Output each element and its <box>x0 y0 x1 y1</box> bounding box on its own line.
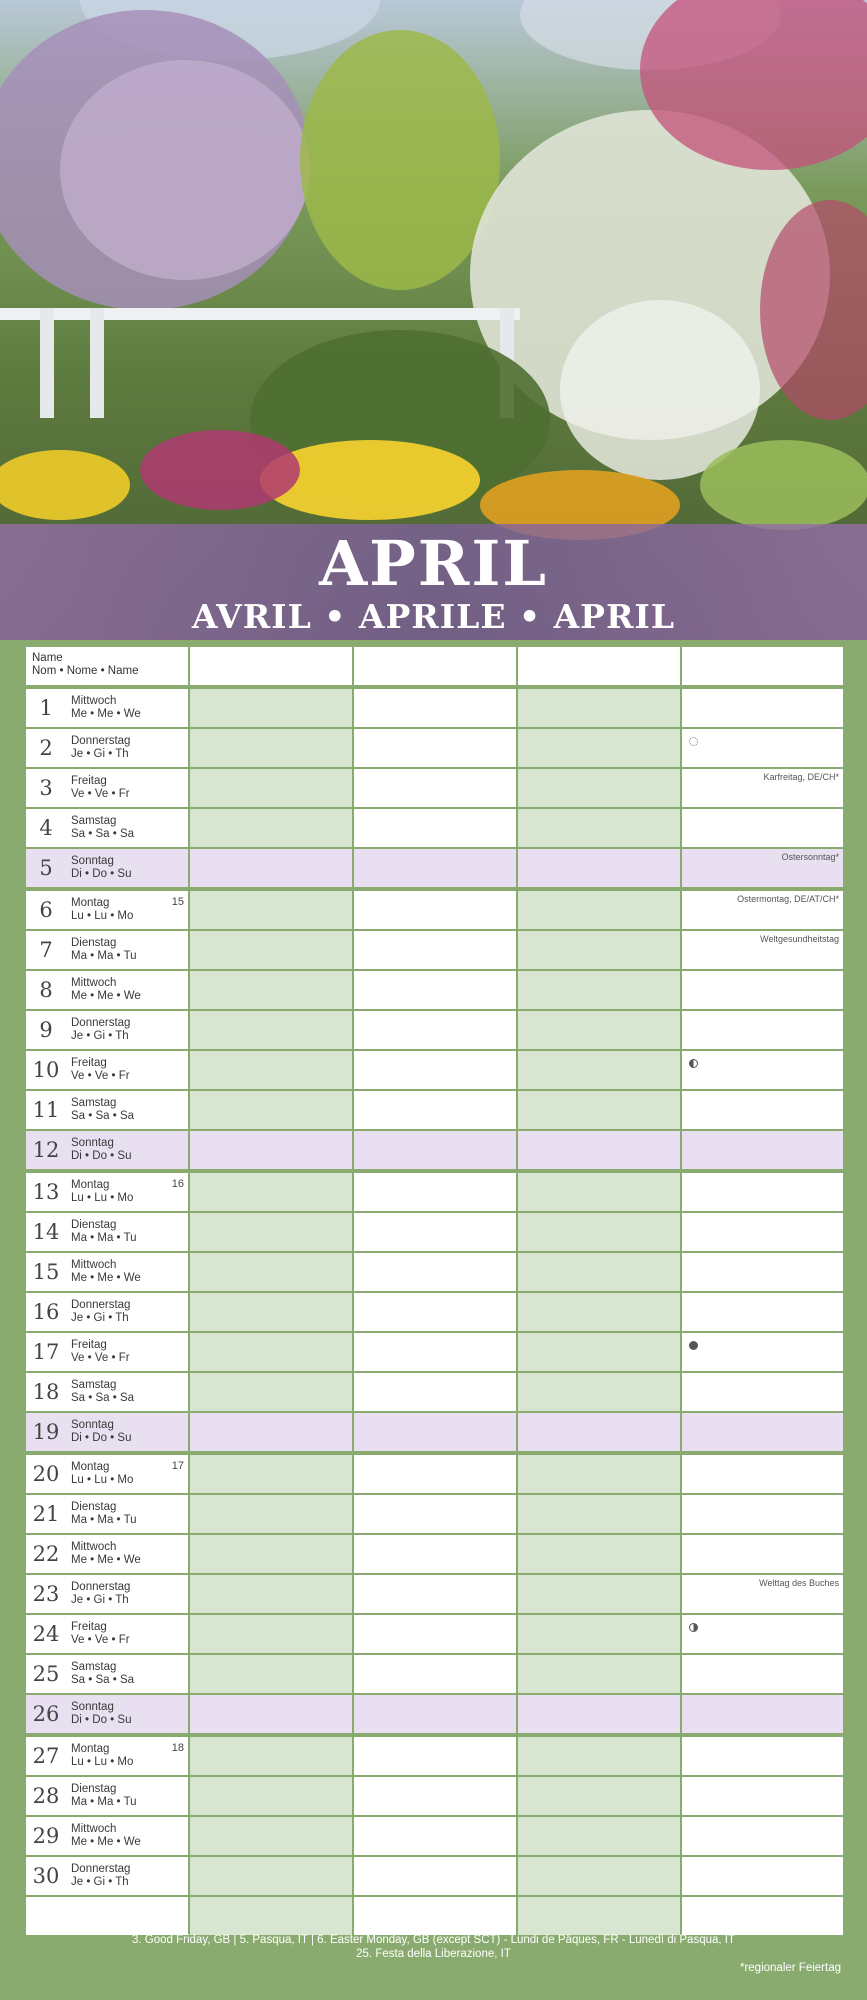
entry-cell-2[interactable] <box>354 1011 516 1049</box>
week-number: 18 <box>171 1742 184 1754</box>
last-moon-icon <box>689 1059 698 1068</box>
entry-cell-4[interactable] <box>682 1535 843 1573</box>
entry-cell-3[interactable] <box>518 1253 680 1291</box>
day-name: Donnerstag Je • Gi • Th <box>71 1863 131 1888</box>
entry-cell-2[interactable] <box>354 1817 516 1855</box>
day-number: 27 <box>32 1744 60 1768</box>
entry-cell-2[interactable] <box>354 1373 516 1411</box>
day-name: Freitag Ve • Ve • Fr <box>71 1339 130 1364</box>
month-title: APRIL <box>319 527 548 600</box>
entry-cell-2[interactable] <box>354 1293 516 1331</box>
entry-cell-1[interactable] <box>190 1695 352 1733</box>
entry-cell-2[interactable] <box>354 849 516 887</box>
day-number: 4 <box>39 816 53 840</box>
entry-cell-3[interactable] <box>518 1737 680 1775</box>
day-number: 21 <box>32 1502 60 1526</box>
entry-cell-1[interactable] <box>190 729 352 767</box>
day-row <box>26 1051 841 1089</box>
regional-holiday-note: *regionaler Feiertag <box>739 1962 841 1974</box>
day-rows <box>26 689 841 1895</box>
day-name: Sonntag Di • Do • Su <box>71 1701 132 1726</box>
entry-cell-2[interactable] <box>354 1413 516 1451</box>
entry-cell-4[interactable] <box>682 1615 843 1653</box>
entry-cell-1[interactable] <box>190 1213 352 1251</box>
day-name: Freitag Ve • Ve • Fr <box>71 775 130 800</box>
entry-cell-1[interactable] <box>190 1373 352 1411</box>
entry-cell-3[interactable] <box>518 1777 680 1815</box>
entry-cell-2[interactable] <box>354 1655 516 1693</box>
entry-cell-4[interactable] <box>682 1777 843 1815</box>
entry-cell-3[interactable] <box>518 1011 680 1049</box>
entry-cell-4[interactable] <box>682 1655 843 1693</box>
day-row <box>26 931 841 969</box>
entry-cell-1[interactable] <box>190 1817 352 1855</box>
day-label-cell <box>26 1213 188 1251</box>
footnote-line-1: 3. Good Friday, GB | 5. Pasqua, IT | 6. Easter Monday, GB (except SCT) - Lundi de Pâques, FR - Lunedì di Pasqua, IT <box>132 1934 735 1946</box>
day-row <box>26 1011 841 1049</box>
entry-cell-1[interactable] <box>190 1575 352 1613</box>
day-row <box>26 1413 841 1451</box>
day-label-cell <box>26 1333 188 1371</box>
entry-cell-3[interactable] <box>518 1535 680 1573</box>
entry-cell-3[interactable] <box>518 891 680 929</box>
entry-cell-1[interactable] <box>190 769 352 807</box>
entry-cell-2[interactable] <box>354 1777 516 1815</box>
entry-cell-1[interactable] <box>190 1655 352 1693</box>
entry-cell-3[interactable] <box>518 1131 680 1169</box>
empty-cell <box>190 1897 352 1935</box>
holiday-note: Karfreitag, DE/CH* <box>763 772 839 782</box>
footnote-line-2: 25. Festa della Liberazione, IT <box>356 1948 511 1960</box>
day-number: 12 <box>32 1138 60 1162</box>
day-label-cell <box>26 1373 188 1411</box>
entry-cell-2[interactable] <box>354 1051 516 1089</box>
day-label-cell <box>26 1051 188 1089</box>
entry-cell-2[interactable] <box>354 891 516 929</box>
entry-cell-1[interactable] <box>190 1413 352 1451</box>
entry-cell-4[interactable] <box>682 1131 843 1169</box>
entry-cell-4[interactable] <box>682 1455 843 1493</box>
entry-cell-1[interactable] <box>190 1173 352 1211</box>
day-number: 17 <box>32 1340 60 1364</box>
entry-cell-3[interactable] <box>518 1817 680 1855</box>
entry-cell-2[interactable] <box>354 1857 516 1895</box>
entry-cell-3[interactable] <box>518 1293 680 1331</box>
entry-cell-2[interactable] <box>354 1615 516 1653</box>
day-label-cell <box>26 809 188 847</box>
day-row <box>26 1333 841 1371</box>
day-name: Freitag Ve • Ve • Fr <box>71 1057 130 1082</box>
entry-cell-2[interactable] <box>354 809 516 847</box>
entry-cell-2[interactable] <box>354 1455 516 1493</box>
day-row <box>26 1293 841 1331</box>
entry-cell-4[interactable] <box>682 1817 843 1855</box>
day-number: 11 <box>32 1098 60 1122</box>
day-number: 25 <box>32 1662 60 1686</box>
holiday-footnote <box>0 1933 867 1961</box>
day-row <box>26 971 841 1009</box>
entry-cell-4[interactable] <box>682 1695 843 1733</box>
entry-cell-4[interactable] <box>682 931 843 969</box>
header-photo <box>0 0 867 640</box>
entry-cell-1[interactable] <box>190 1333 352 1371</box>
day-name: Mittwoch Me • Me • We <box>71 977 141 1002</box>
entry-cell-4[interactable] <box>682 1373 843 1411</box>
day-row <box>26 729 841 767</box>
day-name: Montag Lu • Lu • Mo <box>71 1461 134 1486</box>
holiday-note: Welttag des Buches <box>759 1578 839 1588</box>
entry-cell-3[interactable] <box>518 1455 680 1493</box>
day-label-cell <box>26 769 188 807</box>
empty-cell <box>682 1897 843 1935</box>
entry-cell-3[interactable] <box>518 1051 680 1089</box>
day-label-cell <box>26 1011 188 1049</box>
day-number: 1 <box>39 696 53 720</box>
entry-cell-1[interactable] <box>190 1011 352 1049</box>
entry-cell-4[interactable] <box>682 1413 843 1451</box>
entry-cell-3[interactable] <box>518 1857 680 1895</box>
entry-cell-3[interactable] <box>518 729 680 767</box>
entry-cell-4[interactable] <box>682 1213 843 1251</box>
entry-cell-2[interactable] <box>354 1535 516 1573</box>
entry-cell-1[interactable] <box>190 809 352 847</box>
name-field-4[interactable] <box>682 647 843 685</box>
day-label-cell <box>26 1817 188 1855</box>
entry-cell-1[interactable] <box>190 1495 352 1533</box>
entry-cell-4[interactable] <box>682 769 843 807</box>
week-number: 15 <box>171 896 184 908</box>
entry-cell-3[interactable] <box>518 1333 680 1371</box>
day-label-cell <box>26 1777 188 1815</box>
entry-cell-4[interactable] <box>682 971 843 1009</box>
day-row <box>26 1535 841 1573</box>
day-number: 13 <box>32 1180 60 1204</box>
entry-cell-4[interactable] <box>682 1293 843 1331</box>
day-row <box>26 1817 841 1855</box>
day-name: Mittwoch Me • Me • We <box>71 1541 141 1566</box>
empty-cell <box>26 1897 188 1935</box>
entry-cell-3[interactable] <box>518 689 680 727</box>
entry-cell-4[interactable] <box>682 1051 843 1089</box>
day-number: 6 <box>39 898 53 922</box>
day-number: 10 <box>32 1058 60 1082</box>
day-name: Dienstag Ma • Ma • Tu <box>71 937 137 962</box>
entry-cell-4[interactable] <box>682 1333 843 1371</box>
day-number: 14 <box>32 1220 60 1244</box>
entry-cell-1[interactable] <box>190 931 352 969</box>
day-label-cell <box>26 1857 188 1895</box>
day-number: 29 <box>32 1824 60 1848</box>
day-number: 8 <box>39 978 53 1002</box>
day-name: Donnerstag Je • Gi • Th <box>71 735 131 760</box>
day-name: Dienstag Ma • Ma • Tu <box>71 1501 137 1526</box>
day-name: Mittwoch Me • Me • We <box>71 1823 141 1848</box>
entry-cell-1[interactable] <box>190 1535 352 1573</box>
name-field-2[interactable] <box>354 647 516 685</box>
day-number: 5 <box>39 856 53 880</box>
entry-cell-1[interactable] <box>190 689 352 727</box>
day-name: Samstag Sa • Sa • Sa <box>71 1097 135 1122</box>
day-row <box>26 1777 841 1815</box>
entry-cell-2[interactable] <box>354 769 516 807</box>
entry-cell-3[interactable] <box>518 1495 680 1533</box>
entry-cell-1[interactable] <box>190 849 352 887</box>
day-label-cell <box>26 689 188 727</box>
month-subtitle: AVRIL • APRILE • APRIL <box>191 597 676 636</box>
entry-cell-1[interactable] <box>190 1857 352 1895</box>
entry-cell-4[interactable] <box>682 1011 843 1049</box>
entry-cell-3[interactable] <box>518 931 680 969</box>
entry-cell-3[interactable] <box>518 971 680 1009</box>
empty-row <box>26 1897 841 1935</box>
day-row <box>26 891 841 929</box>
day-row <box>26 1173 841 1211</box>
day-row <box>26 1253 841 1291</box>
day-row <box>26 1575 841 1613</box>
day-label-cell <box>26 1253 188 1291</box>
day-name: Donnerstag Je • Gi • Th <box>71 1017 131 1042</box>
day-label-cell <box>26 1131 188 1169</box>
day-label-cell <box>26 1535 188 1573</box>
day-label-cell <box>26 891 188 929</box>
entry-cell-1[interactable] <box>190 1777 352 1815</box>
entry-cell-4[interactable] <box>682 1091 843 1129</box>
day-name: Freitag Ve • Ve • Fr <box>71 1621 130 1646</box>
day-number: 20 <box>32 1462 60 1486</box>
day-row <box>26 809 841 847</box>
day-name: Montag Lu • Lu • Mo <box>71 1743 134 1768</box>
day-name: Donnerstag Je • Gi • Th <box>71 1581 131 1606</box>
calendar-grid <box>26 647 841 1937</box>
day-name: Samstag Sa • Sa • Sa <box>71 815 135 840</box>
day-label-cell <box>26 1575 188 1613</box>
entry-cell-4[interactable] <box>682 849 843 887</box>
new-moon-icon <box>689 1341 698 1350</box>
day-name: Sonntag Di • Do • Su <box>71 1419 132 1444</box>
entry-cell-1[interactable] <box>190 891 352 929</box>
entry-cell-3[interactable] <box>518 1213 680 1251</box>
week-number: 17 <box>171 1460 184 1472</box>
day-number: 15 <box>32 1260 60 1284</box>
entry-cell-4[interactable] <box>682 1253 843 1291</box>
entry-cell-3[interactable] <box>518 1575 680 1613</box>
name-header-row <box>26 647 841 685</box>
entry-cell-3[interactable] <box>518 1615 680 1653</box>
entry-cell-2[interactable] <box>354 1213 516 1251</box>
entry-cell-3[interactable] <box>518 809 680 847</box>
day-label-cell <box>26 1413 188 1451</box>
entry-cell-2[interactable] <box>354 971 516 1009</box>
entry-cell-3[interactable] <box>518 1173 680 1211</box>
entry-cell-4[interactable] <box>682 1173 843 1211</box>
day-name: Montag Lu • Lu • Mo <box>71 1179 134 1204</box>
entry-cell-1[interactable] <box>190 1615 352 1653</box>
day-name: Mittwoch Me • Me • We <box>71 695 141 720</box>
day-row <box>26 1737 841 1775</box>
day-label-cell <box>26 1615 188 1653</box>
day-number: 22 <box>32 1542 60 1566</box>
day-row <box>26 1091 841 1129</box>
day-row <box>26 689 841 727</box>
entry-cell-1[interactable] <box>190 1455 352 1493</box>
entry-cell-2[interactable] <box>354 1333 516 1371</box>
entry-cell-3[interactable] <box>518 1413 680 1451</box>
entry-cell-3[interactable] <box>518 1655 680 1693</box>
day-number: 18 <box>32 1380 60 1404</box>
day-number: 9 <box>39 1018 53 1042</box>
entry-cell-1[interactable] <box>190 1091 352 1129</box>
holiday-note: Weltgesundheitstag <box>760 934 839 944</box>
entry-cell-4[interactable] <box>682 1857 843 1895</box>
entry-cell-2[interactable] <box>354 729 516 767</box>
entry-cell-2[interactable] <box>354 1495 516 1533</box>
day-label-cell <box>26 1695 188 1733</box>
day-label-cell <box>26 849 188 887</box>
entry-cell-2[interactable] <box>354 1253 516 1291</box>
entry-cell-2[interactable] <box>354 1575 516 1613</box>
holiday-note: Ostermontag, DE/AT/CH* <box>737 894 839 904</box>
entry-cell-4[interactable] <box>682 809 843 847</box>
name-label-cell <box>26 647 188 685</box>
day-row <box>26 1131 841 1169</box>
day-number: 16 <box>32 1300 60 1324</box>
day-number: 23 <box>32 1582 60 1606</box>
first-moon-icon <box>689 1623 698 1632</box>
day-row <box>26 1455 841 1493</box>
day-row <box>26 849 841 887</box>
day-label-cell <box>26 1293 188 1331</box>
entry-cell-3[interactable] <box>518 1695 680 1733</box>
day-label-cell <box>26 1173 188 1211</box>
day-row <box>26 1695 841 1733</box>
full-moon-icon <box>689 737 698 746</box>
entry-cell-1[interactable] <box>190 971 352 1009</box>
day-name: Mittwoch Me • Me • We <box>71 1259 141 1284</box>
entry-cell-1[interactable] <box>190 1737 352 1775</box>
day-number: 2 <box>39 736 53 760</box>
day-row <box>26 1655 841 1693</box>
day-row <box>26 1373 841 1411</box>
day-number: 28 <box>32 1784 60 1808</box>
entry-cell-3[interactable] <box>518 849 680 887</box>
entry-cell-1[interactable] <box>190 1253 352 1291</box>
day-label-cell <box>26 1655 188 1693</box>
entry-cell-4[interactable] <box>682 1495 843 1533</box>
entry-cell-1[interactable] <box>190 1131 352 1169</box>
day-name: Samstag Sa • Sa • Sa <box>71 1661 135 1686</box>
entry-cell-4[interactable] <box>682 1575 843 1613</box>
day-name: Sonntag Di • Do • Su <box>71 855 132 880</box>
day-number: 24 <box>32 1622 60 1646</box>
name-label: Name Nom • Nome • Name <box>32 652 139 677</box>
day-number: 3 <box>39 776 53 800</box>
title-band <box>0 524 867 640</box>
week-number: 16 <box>171 1178 184 1190</box>
day-name: Donnerstag Je • Gi • Th <box>71 1299 131 1324</box>
entry-cell-2[interactable] <box>354 1131 516 1169</box>
empty-cell <box>518 1897 680 1935</box>
entry-cell-2[interactable] <box>354 1091 516 1129</box>
day-row <box>26 1615 841 1653</box>
entry-cell-1[interactable] <box>190 1051 352 1089</box>
day-row <box>26 1213 841 1251</box>
day-label-cell <box>26 1495 188 1533</box>
day-number: 19 <box>32 1420 60 1444</box>
day-number: 26 <box>32 1702 60 1726</box>
entry-cell-4[interactable] <box>682 729 843 767</box>
day-row <box>26 769 841 807</box>
name-field-1[interactable] <box>190 647 352 685</box>
day-number: 30 <box>32 1864 60 1888</box>
entry-cell-2[interactable] <box>354 689 516 727</box>
name-field-3[interactable] <box>518 647 680 685</box>
day-name: Samstag Sa • Sa • Sa <box>71 1379 135 1404</box>
day-label-cell <box>26 729 188 767</box>
holiday-note: Ostersonntag* <box>781 852 839 862</box>
entry-cell-2[interactable] <box>354 1695 516 1733</box>
empty-cell <box>354 1897 516 1935</box>
entry-cell-3[interactable] <box>518 1091 680 1129</box>
entry-cell-2[interactable] <box>354 931 516 969</box>
day-label-cell <box>26 1455 188 1493</box>
entry-cell-2[interactable] <box>354 1173 516 1211</box>
day-name: Dienstag Ma • Ma • Tu <box>71 1783 137 1808</box>
entry-cell-4[interactable] <box>682 689 843 727</box>
day-label-cell <box>26 1091 188 1129</box>
entry-cell-3[interactable] <box>518 769 680 807</box>
day-number: 7 <box>39 938 53 962</box>
day-label-cell <box>26 971 188 1009</box>
day-name: Sonntag Di • Do • Su <box>71 1137 132 1162</box>
day-name: Montag Lu • Lu • Mo <box>71 897 134 922</box>
entry-cell-2[interactable] <box>354 1737 516 1775</box>
entry-cell-4[interactable] <box>682 891 843 929</box>
day-row <box>26 1495 841 1533</box>
entry-cell-1[interactable] <box>190 1293 352 1331</box>
day-name: Dienstag Ma • Ma • Tu <box>71 1219 137 1244</box>
entry-cell-4[interactable] <box>682 1737 843 1775</box>
day-label-cell <box>26 1737 188 1775</box>
day-label-cell <box>26 931 188 969</box>
day-row <box>26 1857 841 1895</box>
entry-cell-3[interactable] <box>518 1373 680 1411</box>
